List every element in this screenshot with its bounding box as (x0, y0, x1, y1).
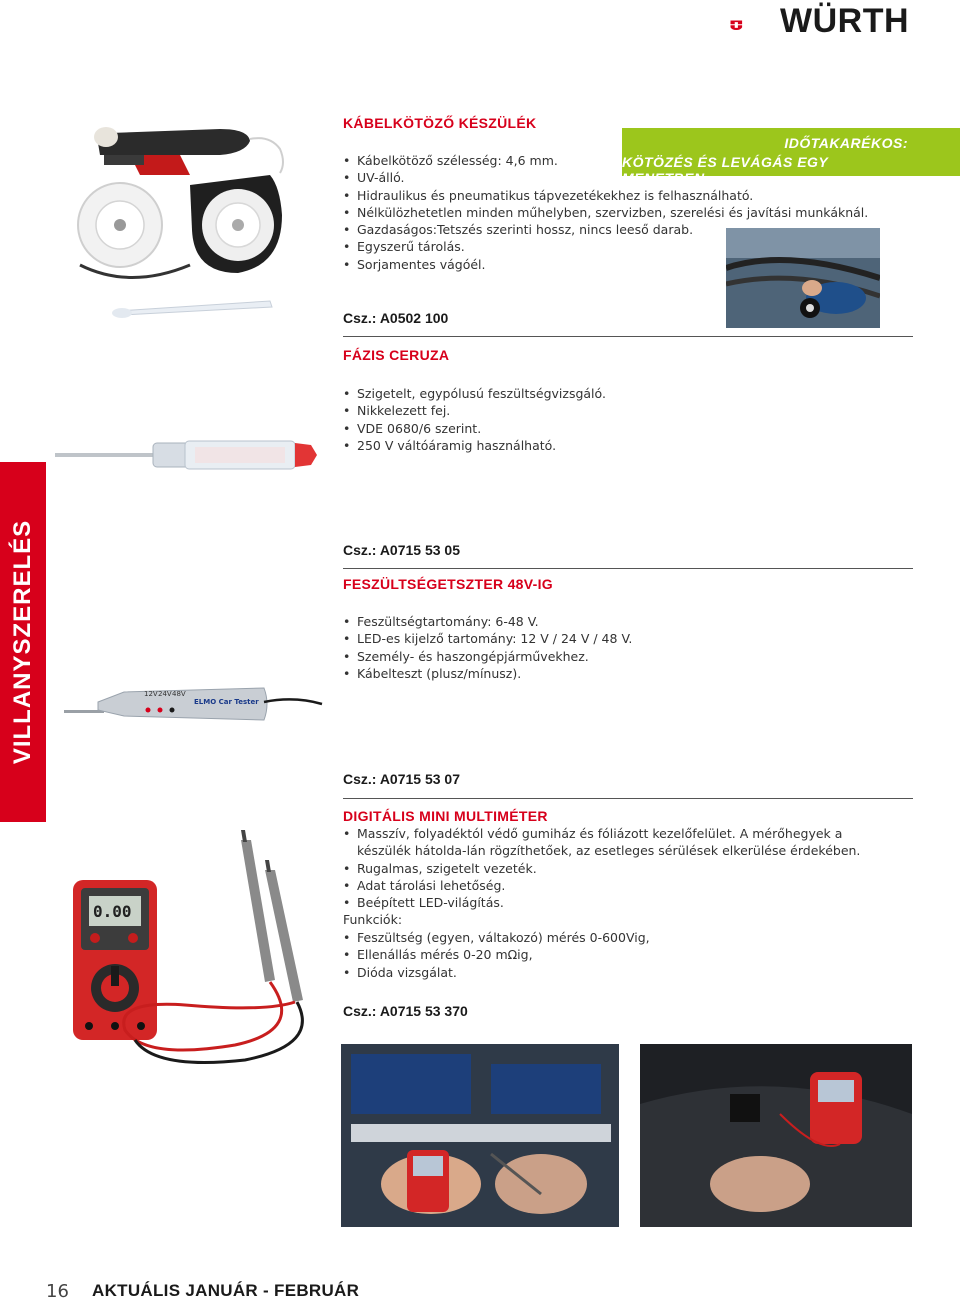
feature-item: • Masszív, folyadéktól védő gumiház és fóliázott kezelőfelület. A mérőhegyek a készülék hátolda-lán rögzíthetőek, az esetleges sérülések elkerülése érdekében. (343, 825, 893, 860)
multimeter-body-icon (65, 830, 330, 1070)
feature-item: • Gazdaságos:Tetszés szerinti hossz, nincs leeső darab. (343, 221, 868, 238)
phase-pencil-image (55, 435, 325, 475)
feature-item: • Kábelkötöző szélesség: 4,6 mm. (343, 152, 868, 169)
product-title: FÁZIS CERUZA (343, 347, 450, 363)
feature-item: • Nélkülözhetetlen minden műhelyben, szervizben, szerelési és javítási munkáknál. (343, 204, 868, 221)
feature-item: • Nikkelezett fej. (343, 402, 606, 419)
tester-brand-label: ELMO Car Tester (194, 698, 259, 706)
product-feature-list (343, 825, 893, 911)
tester-level-label: 24V (158, 690, 172, 698)
product-feature-list (343, 385, 606, 454)
feature-item: • Egyszerű tárolás. (343, 238, 868, 255)
brand-name: WÜRTH (780, 2, 910, 40)
footer-title: AKTUÁLIS JANUÁR - FEBRUÁR (92, 1281, 360, 1300)
feature-item: • Szigetelt, egypólusú feszültségvizsgáló. (343, 385, 606, 402)
function-item: • Ellenállás mérés 0-20 mΩig, (343, 946, 650, 963)
product-title: FESZÜLTSÉGETSZTER 48V-IG (343, 576, 553, 592)
divider (343, 568, 913, 569)
functions-label: Funkciók: (343, 912, 403, 927)
feature-item: • LED-es kijelző tartomány: 12 V / 24 V / 48 V. (343, 630, 632, 647)
tester-level-label: 12V (144, 690, 158, 698)
feature-item: • Feszültségtartomány: 6-48 V. (343, 613, 632, 630)
feature-item: • UV-álló. (343, 169, 868, 186)
feature-item: • Sorjamentes vágóél. (343, 256, 868, 273)
tester-level-label: 48V (172, 690, 186, 698)
meter-display-value: 0.00 (93, 902, 132, 921)
banner-line2: KÖTÖZÉS ÉS LEVÁGÁS EGY MENETBEN. (622, 154, 829, 186)
multimeter-usage-photo-electrical-panel (341, 1044, 619, 1227)
feature-item: • Rugalmas, szigetelt vezeték. (343, 860, 893, 877)
product-code: Csz.: A0715 53 370 (343, 1003, 468, 1019)
car-photo-scene-icon (640, 1044, 912, 1227)
workshop-photo (726, 228, 880, 328)
car-tester-image (64, 682, 324, 724)
product-code: Csz.: A0715 53 07 (343, 771, 460, 787)
function-item: • Feszültség (egyen, váltakozó) mérés 0-600Vig, (343, 929, 650, 946)
product-code: Csz.: A0502 100 (343, 310, 449, 326)
feature-item: • 250 V váltóáramig használható. (343, 437, 606, 454)
feature-item: • Kábelteszt (plusz/mínusz). (343, 665, 632, 682)
functions-list (343, 929, 650, 981)
category-label: VILLANYSZERELÉS (9, 519, 36, 765)
multimeter-image (65, 830, 330, 1070)
divider (343, 336, 913, 337)
feature-item: • Hidraulikus és pneumatikus tápvezetékekhez is felhasználható. (343, 187, 868, 204)
feature-item: • Személy- és haszongépjárművekhez. (343, 648, 632, 665)
feature-item: • Adat tárolási lehetőség. (343, 877, 893, 894)
cable-tie-gun-image (70, 115, 340, 330)
function-item: • Dióda vizsgálat. (343, 964, 650, 981)
multimeter-usage-photo-car (640, 1044, 912, 1227)
feature-item: • VDE 0680/6 szerint. (343, 420, 606, 437)
product-feature-list (343, 613, 632, 682)
divider (343, 798, 913, 799)
product-title: DIGITÁLIS MINI MULTIMÉTER (343, 808, 548, 824)
product-code: Csz.: A0715 53 05 (343, 542, 460, 558)
product-title: KÁBELKÖTÖZŐ KÉSZÜLÉK (343, 115, 537, 131)
page-number: 16 (46, 1281, 69, 1302)
banner-line1: IDŐTAKARÉKOS: (784, 135, 908, 151)
wurth-logo-icon (730, 4, 780, 46)
panel-photo-scene-icon (341, 1044, 619, 1227)
category-side-tab (0, 462, 46, 822)
feature-item: • Beépített LED-világítás. (343, 894, 893, 911)
